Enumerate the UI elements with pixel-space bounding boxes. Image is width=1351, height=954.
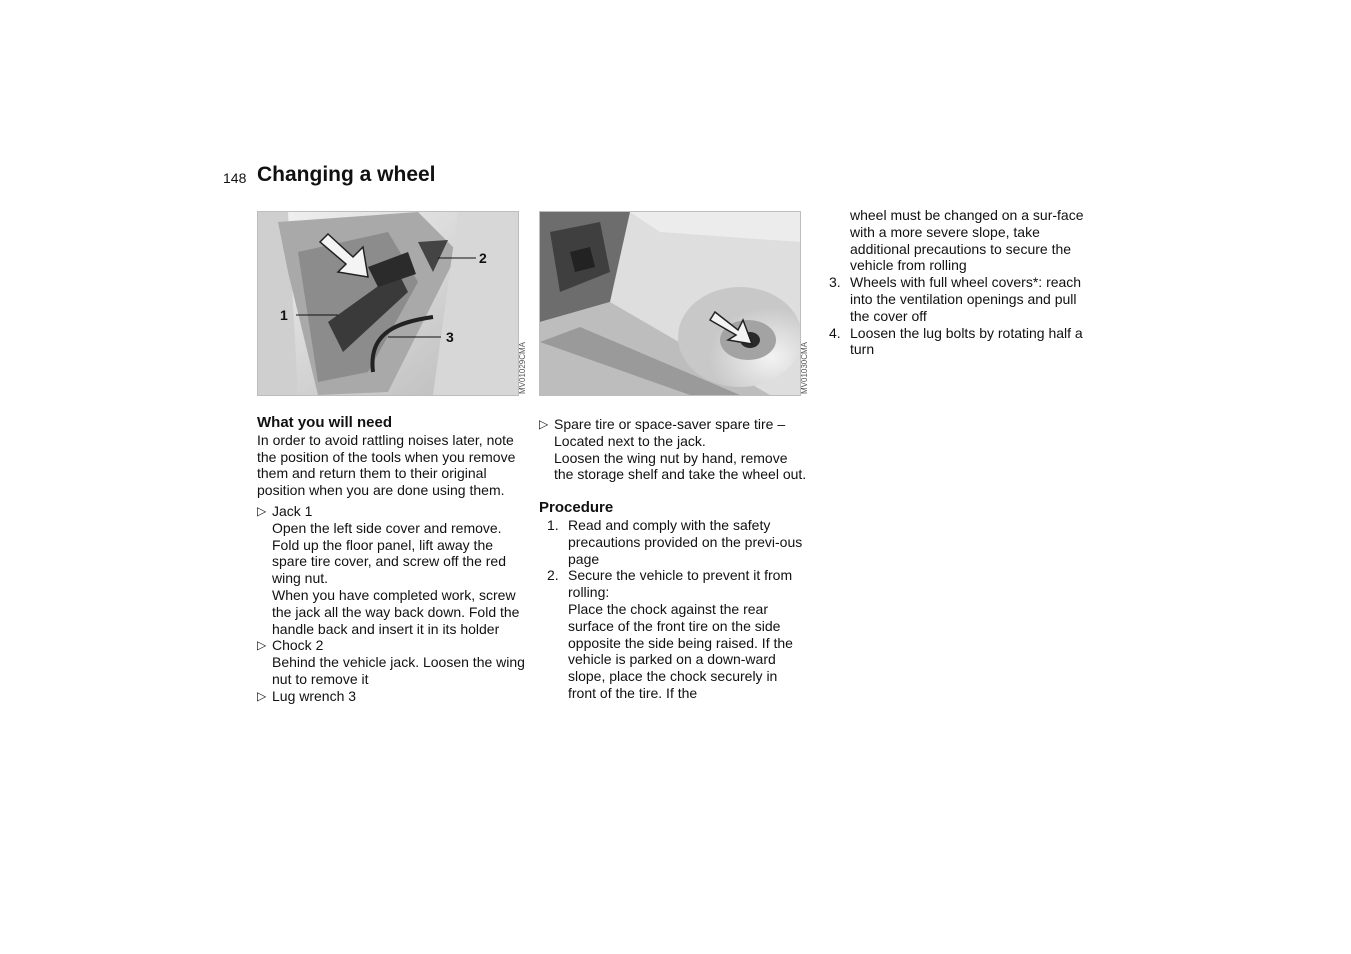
step-text-extra: Place the chock against the rear surface of the front tire on the side opposite the side being raised. If the vehicle is parked on a down-ward slope, place the chock securely in front of the tire. If the — [568, 600, 793, 701]
step-number: 4. — [829, 324, 841, 341]
list-item — [539, 416, 807, 483]
section-heading-procedure: Procedure — [539, 499, 614, 517]
spare-tire-photo — [539, 211, 801, 396]
callout-1: 1 — [280, 307, 288, 323]
step-text: Loosen the lug bolts by rotating half a turn — [850, 324, 1083, 358]
triangle-bullet-icon: ▷ — [257, 503, 267, 518]
section-heading-need: What you will need — [257, 414, 393, 431]
list-item-text: When you have completed work, screw the jack all the way back down. Fold the handle back and insert it in its holder — [272, 586, 520, 637]
step-number: 3. — [829, 274, 841, 291]
triangle-bullet-icon: ▷ — [257, 638, 267, 653]
procedure-step — [821, 325, 1091, 359]
list-item-text: Open the left side cover and remove. Fold up the floor panel, lift away the spare tire cover, and screw off the red wing nut. — [272, 519, 506, 587]
step-number: 2. — [547, 567, 559, 584]
procedure-step-continued — [821, 207, 1091, 274]
triangle-bullet-icon: ▷ — [539, 417, 549, 431]
procedure-step — [821, 274, 1091, 324]
figure-code-2: MV01030CMA — [800, 341, 809, 394]
column-what-you-need — [257, 415, 525, 705]
column-procedure — [539, 416, 807, 702]
step-text: wheel must be changed on a sur-face with a more severe slope, take additional precautions to secure the vehicle from rolling — [850, 207, 1084, 274]
triangle-bullet-icon: ▷ — [257, 688, 267, 703]
list-item-label: Lug wrench 3 — [272, 687, 357, 704]
tools-photo — [257, 211, 519, 396]
procedure-step — [539, 567, 807, 701]
list-item — [257, 637, 525, 687]
step-number: 1. — [547, 516, 559, 533]
list-item — [257, 503, 525, 637]
figure-code-1: MV01029CMA — [518, 341, 527, 394]
list-item-label: Jack 1 — [272, 502, 313, 519]
list-item-text: Behind the vehicle jack. Loosen the wing nut to remove it — [272, 654, 525, 687]
step-text: Wheels with full wheel covers*: reach into the ventilation openings and pull the cover off — [850, 274, 1082, 324]
page-title: Changing a wheel — [257, 163, 436, 186]
callout-2: 2 — [479, 250, 487, 266]
procedure-step — [539, 517, 807, 567]
list-item-label: Spare tire or space-saver spare tire – Located next to the jack. — [554, 416, 786, 449]
column-procedure-continued — [821, 207, 1091, 358]
step-text: Secure the vehicle to prevent it from rolling: — [568, 567, 793, 601]
step-text: Read and comply with the safety precautions provided on the previ-ous page — [568, 516, 803, 567]
page-number: 148 — [223, 170, 247, 186]
need-intro: In order to avoid rattling noises later, note the position of the tools when you remove them and return them to their original position when you are done using them. — [257, 431, 516, 499]
spare-tire-illustration — [540, 212, 800, 395]
list-item-label: Chock 2 — [272, 637, 324, 654]
tools-illustration — [258, 212, 518, 395]
list-item — [257, 688, 525, 705]
list-item-text: Loosen the wing nut by hand, remove the storage shelf and take the wheel out. — [554, 449, 807, 483]
callout-3: 3 — [446, 329, 454, 345]
